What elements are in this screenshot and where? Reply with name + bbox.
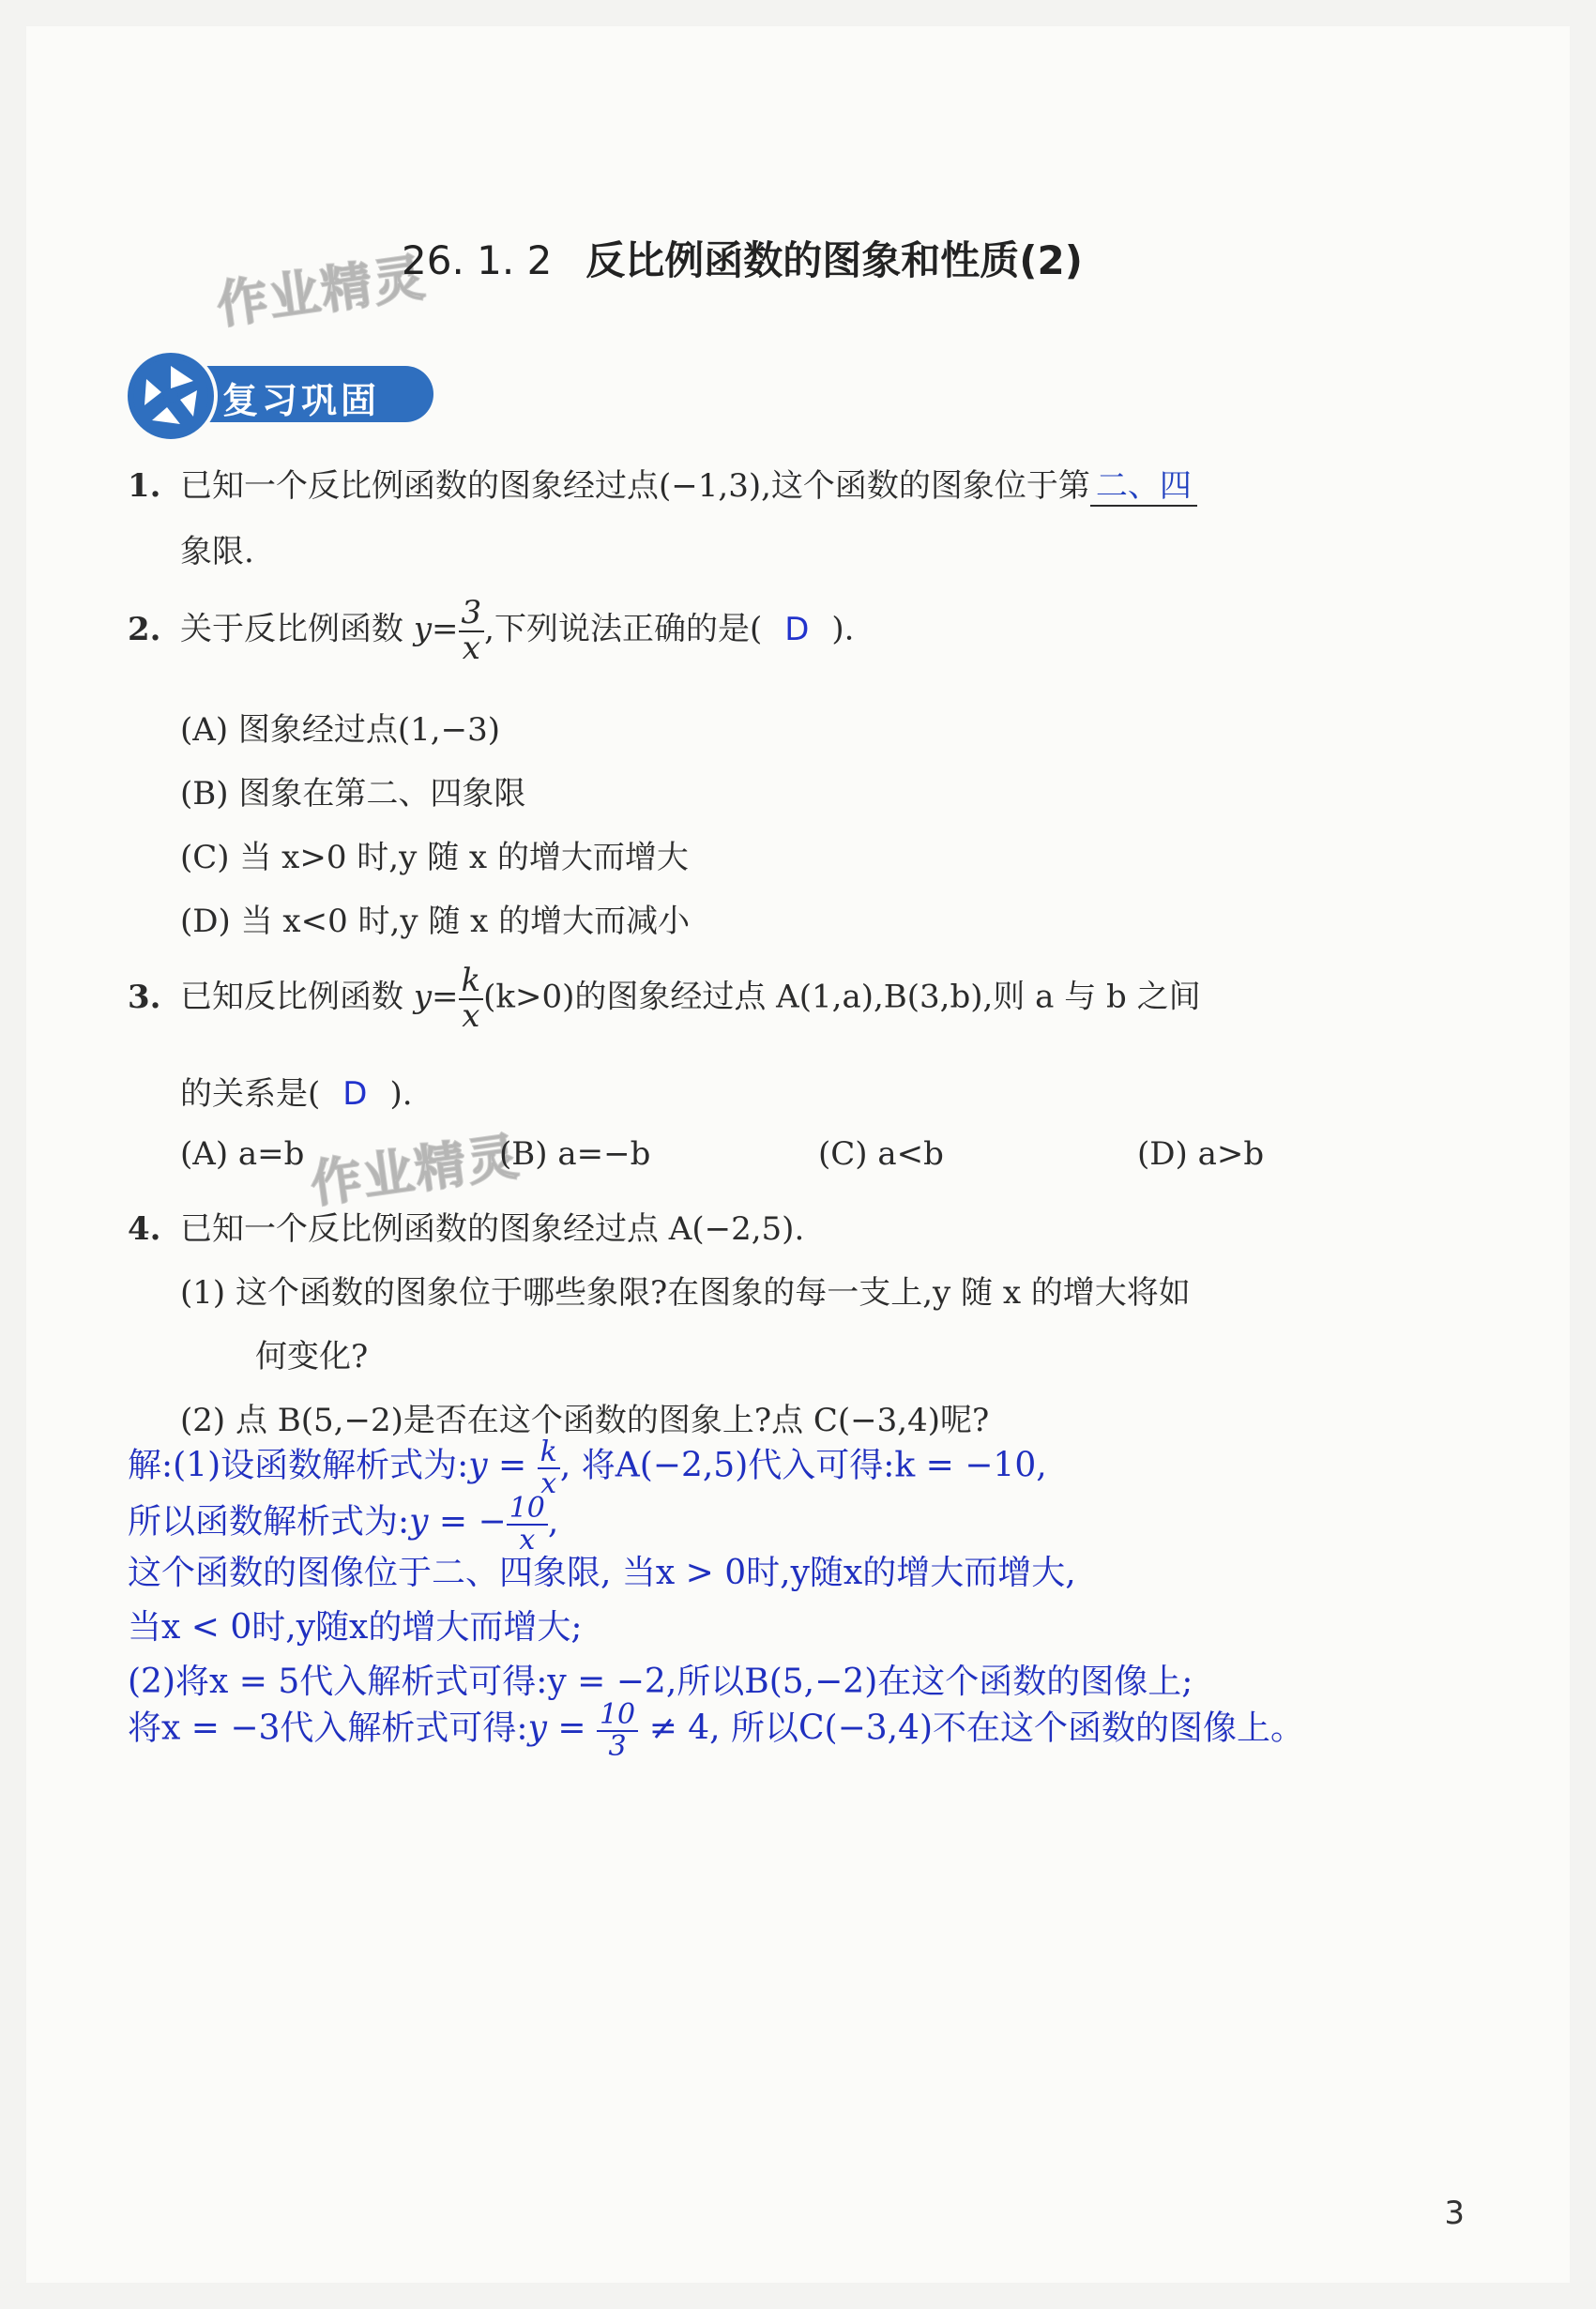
watermark: 作业精灵	[213, 247, 430, 336]
solution-text: 将x = −3代入解析式可得:	[128, 1709, 528, 1748]
answer: D	[784, 610, 810, 648]
option-c: (C) a<b	[818, 1135, 944, 1173]
section-badge	[124, 349, 443, 439]
question-text: ,下列说法正确的是(	[484, 610, 763, 648]
sub-question-1-cont: 何变化?	[255, 1338, 369, 1375]
fraction: $\frac{k}{x}$	[538, 1437, 560, 1498]
watermark: 作业精灵	[307, 1126, 524, 1215]
question-number: 3.	[128, 978, 161, 1016]
option-d: (D) a>b	[1137, 1135, 1265, 1173]
question-number: 1.	[128, 467, 161, 505]
option-b: (B) a=−b	[499, 1135, 651, 1173]
question-3-cont	[180, 1068, 413, 1114]
option-b: (B) 图象在第二、四象限	[180, 775, 526, 813]
question-1-cont: 象限.	[180, 533, 254, 570]
answer: D	[342, 1075, 368, 1113]
badge-label: 复习巩固	[222, 380, 381, 421]
question-text: ).	[389, 1075, 413, 1113]
fraction: $\frac{10}{3}$	[597, 1700, 638, 1761]
page-number: 3	[1444, 2195, 1465, 2232]
option-c: (C) 当 x>0 时,y 随 x 的增大而增大	[180, 839, 689, 876]
equation: y =	[527, 1709, 586, 1748]
solution-text: 所以函数解析式为:	[128, 1502, 410, 1542]
equation: y=	[413, 610, 459, 648]
solution-text: , 将A(−2,5)代入可得:k = −10,	[559, 1446, 1047, 1485]
fraction: $\frac{3}{x}$	[459, 597, 485, 665]
question-3	[128, 962, 1201, 1035]
solution-line-5: (2)将x = 5代入解析式可得:y = −2,所以B(5,−2)在这个函数的图像上;	[128, 1663, 1193, 1701]
equation: y=	[413, 978, 459, 1016]
fraction: $\frac{k}{x}$	[459, 965, 484, 1033]
question-4	[128, 1203, 804, 1249]
question-number: 4.	[128, 1210, 161, 1248]
section-number: 26. 1. 2	[402, 237, 553, 283]
question-1	[128, 460, 1197, 506]
solution-line-3: 这个函数的图像位于二、四象限, 当x > 0时,y随x的增大而增大,	[128, 1554, 1076, 1592]
solution-line-4: 当x < 0时,y随x的增大而增大;	[128, 1608, 583, 1647]
solution-line-1	[128, 1437, 1047, 1498]
page-title	[402, 230, 1083, 286]
sub-question-2: (2) 点 B(5,−2)是否在这个函数的图象上?点 C(−3,4)呢?	[180, 1402, 990, 1439]
title-text: 反比例函数的图象和性质(2)	[585, 237, 1083, 283]
question-2	[128, 594, 855, 667]
equation: y = −	[409, 1502, 507, 1542]
option-d: (D) 当 x<0 时,y 随 x 的增大而减小	[180, 903, 691, 940]
question-text: ).	[831, 610, 855, 648]
sub-question-1: (1) 这个函数的图象位于哪些象限?在图象的每一支上,y 随 x 的增大将如	[180, 1274, 1191, 1312]
shutter-icon	[124, 349, 218, 443]
question-text: 已知一个反比例函数的图象经过点 A(−2,5).	[180, 1210, 805, 1248]
option-a: (A) 图象经过点(1,−3)	[180, 711, 500, 749]
equation: y =	[468, 1446, 527, 1485]
answer-blank: 二、四	[1090, 467, 1197, 507]
solution-text: ≠ 4, 所以C(−3,4)不在这个函数的图像上。	[648, 1709, 1305, 1748]
solution-line-6	[128, 1700, 1304, 1761]
question-text: 已知反比例函数	[180, 978, 403, 1016]
question-number: 2.	[128, 610, 161, 648]
solution-text: 解:(1)设函数解析式为:	[128, 1446, 469, 1485]
question-text: 关于反比例函数	[180, 610, 403, 648]
question-text: 的关系是(	[180, 1075, 321, 1113]
question-text: (k>0)的图象经过点 A(1,a),B(3,b),则 a 与 b 之间	[483, 978, 1201, 1016]
fraction: $\frac{10}{x}$	[507, 1494, 548, 1555]
solution-text: ,	[547, 1502, 559, 1542]
option-a: (A) a=b	[180, 1135, 305, 1173]
question-text: 已知一个反比例函数的图象经过点(−1,3),这个函数的图象位于第	[180, 467, 1090, 505]
